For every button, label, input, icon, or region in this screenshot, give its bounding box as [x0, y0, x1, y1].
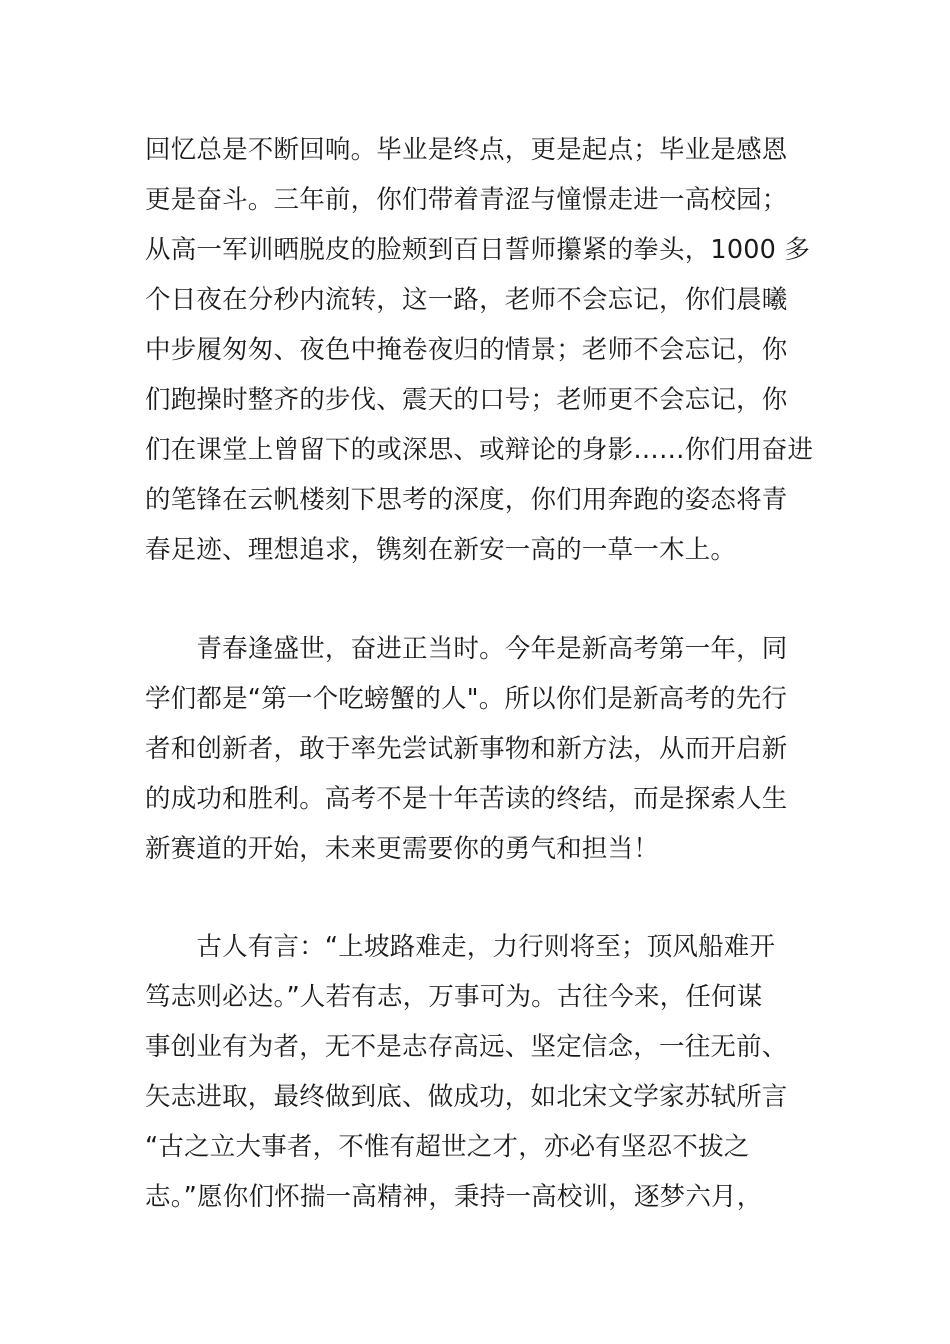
- text-line: 们在课堂上曾留下的或深思、或辩论的身影……你们用奋进: [145, 435, 814, 465]
- text-line: 笃志则必达。”人若有志，万事可为。古往今来，任何谋: [145, 982, 763, 1012]
- text-line: 的笔锋在云帆楼刻下思考的深度，你们用奔跑的姿态将青: [145, 485, 788, 515]
- text-line: 志。”愿你们怀揣一高精神，秉持一高校训，逐梦六月，: [145, 1182, 763, 1212]
- text-line: 矢志进取，最终做到底、做成功，如北宋文学家苏轼所言: [145, 1082, 788, 1112]
- text-line: 新赛道的开始，未来更需要你的勇气和担当！: [145, 834, 660, 864]
- text-line: 古人有言：“上坡路难走，力行则将至；顶风船难开: [145, 932, 776, 962]
- text-line: 青春逢盛世，奋进正当时。今年是新高考第一年，同: [145, 634, 788, 664]
- text-line: 个日夜在分秒内流转，这一路，老师不会忘记，你们晨曦: [145, 285, 788, 315]
- text-line: 学们都是“第一个吃螃蟹的人"。所以你们是新高考的先行: [145, 684, 788, 714]
- text-line: 们跑操时整齐的步伐、震天的口号；老师更不会忘记，你: [145, 385, 788, 415]
- text-line: 回忆总是不断回响。毕业是终点，更是起点；毕业是感恩: [145, 135, 788, 165]
- text-line: 者和创新者，敢于率先尝试新事物和新方法，从而开启新: [145, 734, 788, 764]
- text-line: “古之立大事者，不惟有超世之才，亦必有坚忍不拔之: [145, 1132, 750, 1162]
- text-line: 从高一军训晒脱皮的脸颊到百日誓师攥紧的拳头，1000 多: [145, 235, 811, 265]
- text-line: 春足迹、理想追求，镌刻在新安一高的一草一木上。: [145, 535, 737, 565]
- text-line: 的成功和胜利。高考不是十年苦读的终结，而是探索人生: [145, 784, 788, 814]
- text-line: 事创业有为者，无不是志存高远、坚定信念，一往无前、: [145, 1032, 788, 1062]
- text-line: 更是奋斗。三年前，你们带着青涩与憧憬走进一高校园；: [145, 185, 788, 215]
- text-line: 中步履匆匆、夜色中掩卷夜归的情景；老师不会忘记，你: [145, 335, 788, 365]
